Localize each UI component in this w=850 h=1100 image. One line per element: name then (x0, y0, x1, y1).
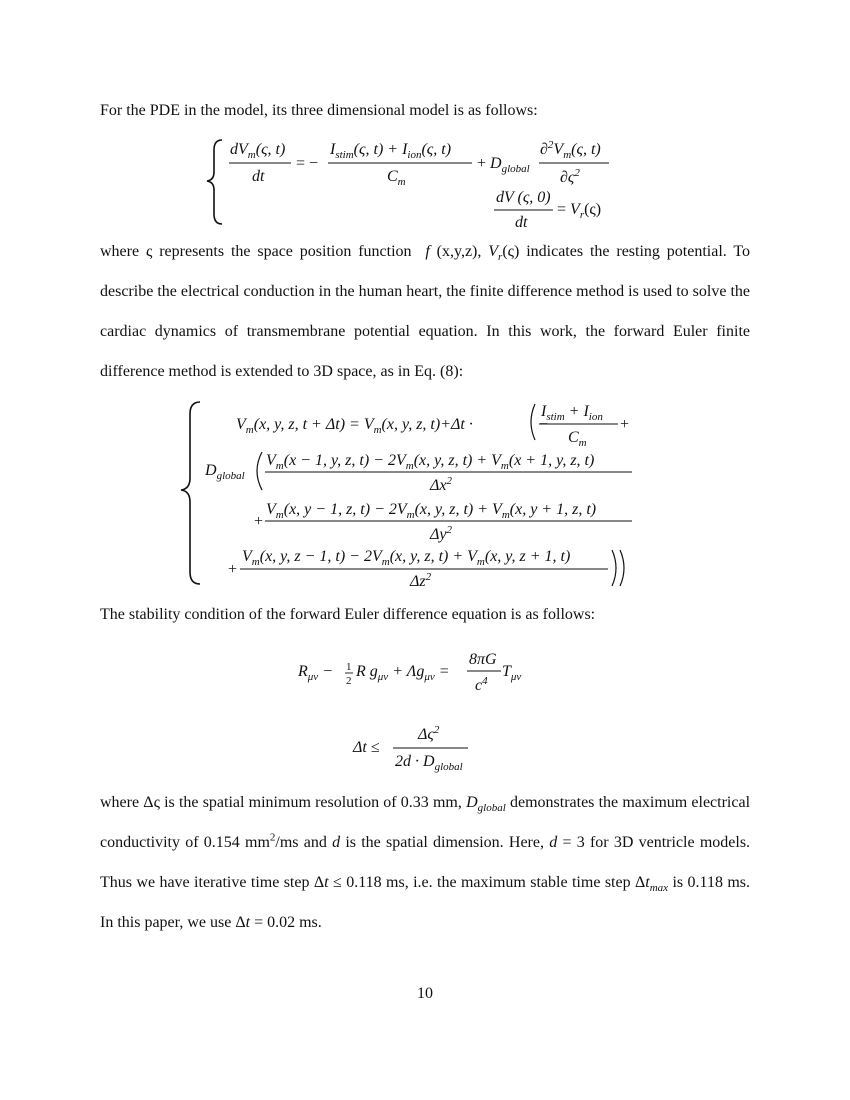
page-number: 10 (417, 985, 433, 1002)
svg-text:2d · Dglobal: $2d \cdot D_{global}$ (395, 753, 463, 773)
einstein-field-equation (297, 651, 521, 694)
svg-text:+: + (254, 513, 264, 530)
svg-text:dt: dt (252, 168, 265, 185)
svg-text:Istim(ς, t) + Iion(ς, t): $I_{stim}(\varsigma$, $t) + I_{ion}(\varsigma$, t) (330, 141, 452, 161)
svg-text:Δx2: $\Delta x^2$ (430, 475, 452, 494)
conclusion-paragraph: where Δς is the spatial minimum resolution of 0.33 mm, $D_{global}$ demonstrates the maximum electrical conductivity of 0.154 $mm^2/ms$ and d is the spatial dimension. Here, d = 3 for 3D ventricle models. Thus we have iterative time step Δt ≤ 0.118 ms, i.e. the maximum stable time step $\Delta t_{max}$ is 0.118 ms. In this paper, we use Δt = 0.02 ms. (100, 794, 751, 931)
svg-text:−: − (539, 416, 549, 433)
where-paragraph: where ς represents the space position function f (x,y,z), $V_r(\varsigma)$ indicates the resting potential. To describe the electrical conduction in the human heart, the finite difference method is used to solve the cardiac dynamics of transmembrane potential equation. In this work, the forward Euler finite difference method is extended to 3D space, as in Eq. (8): (100, 243, 751, 380)
svg-text:Istim + Iion: $I_{stim} + I_{ion}$ (541, 403, 603, 423)
svg-text:Vm(x, y − 1, z, t) − 2Vm(x, y,: $V_m(x$, y − 1, z, $t) - 2V_m(x$, y, z, $t) + V_m(x$, y + 1, z, t) (266, 501, 597, 521)
svg-text:Δz2: $\Delta z^2$ (410, 571, 432, 590)
svg-text:∂2Vm(ς, t): $\partial^2V_m(\varsigma$, t) (540, 139, 601, 161)
svg-text:Cm: $C_m$ (387, 168, 406, 188)
svg-text:R gμν + Λgμν =: R $g_{\mu\nu} + \Lambda g_{\mu\nu}$ = (356, 663, 450, 683)
svg-text:2: 2 (346, 675, 352, 687)
svg-text:Δy2: $\Delta y^2$ (430, 524, 452, 543)
svg-text:dV (ς, 0): dV (ς, 0) (496, 189, 551, 206)
svg-text:Cm: $C_m$ (568, 429, 587, 449)
svg-text:c4: $c^4$ (475, 675, 488, 694)
svg-text:= −: = − (296, 155, 319, 172)
svg-text:Vm(x, y, z, t + Δt) = Vm(x, y,: $V_m(x$, y, z, $t + \Delta t) = V_m(x$, y, z, t)+Δt · (236, 416, 473, 436)
svg-text:dVm(ς, t): $dV_m(\varsigma$, t) (230, 141, 286, 161)
svg-text:Vm(x, y, z − 1, t) − 2Vm(x, y,: $V_m(x$, y, z − 1, $t) - 2V_m(x$, y, z, $t) + V_m(x$, y, z + 1, t) (242, 548, 571, 568)
svg-text:Vm(x − 1, y, z, t) − 2Vm(x, y,: $V_m(x - 1$, y, z, $t) - 2V_m(x$, y, z, $t) + V_m(x + 1$, y, z, t) (266, 452, 595, 472)
svg-text:Δt ≤: Δt ≤ (353, 739, 380, 756)
svg-text:1: 1 (346, 661, 352, 673)
svg-text:Δς2: $\Delta\varsigma^2$ (418, 724, 440, 743)
svg-text:= Vr(ς): = $V_r(\varsigma)$ (557, 201, 602, 221)
intro-paragraph: For the PDE in the model, its three dimensional model is as follows: (100, 102, 538, 119)
svg-text:Dglobal: $D_{global}$ (205, 462, 245, 482)
svg-text:8πG: 8πG (469, 651, 497, 668)
stability-paragraph: The stability condition of the forward Euler difference equation is as follows: (100, 606, 596, 623)
svg-text:+: + (620, 416, 630, 433)
stability-condition-equation (352, 724, 468, 773)
svg-text:+ Dglobal: + $D_{global}$ (477, 155, 530, 175)
svg-text:∂ς2: $\partial\varsigma^2$ (560, 167, 580, 186)
pde-system-equation (207, 139, 609, 231)
svg-text:dt: dt (515, 214, 528, 231)
svg-text:+: + (228, 561, 238, 578)
svg-text:Rμν −: $R_{\mu\nu}$ − (298, 663, 333, 683)
svg-text:Tμν: $T_{\mu\nu}$ (502, 663, 522, 683)
finite-difference-equation (181, 402, 632, 590)
